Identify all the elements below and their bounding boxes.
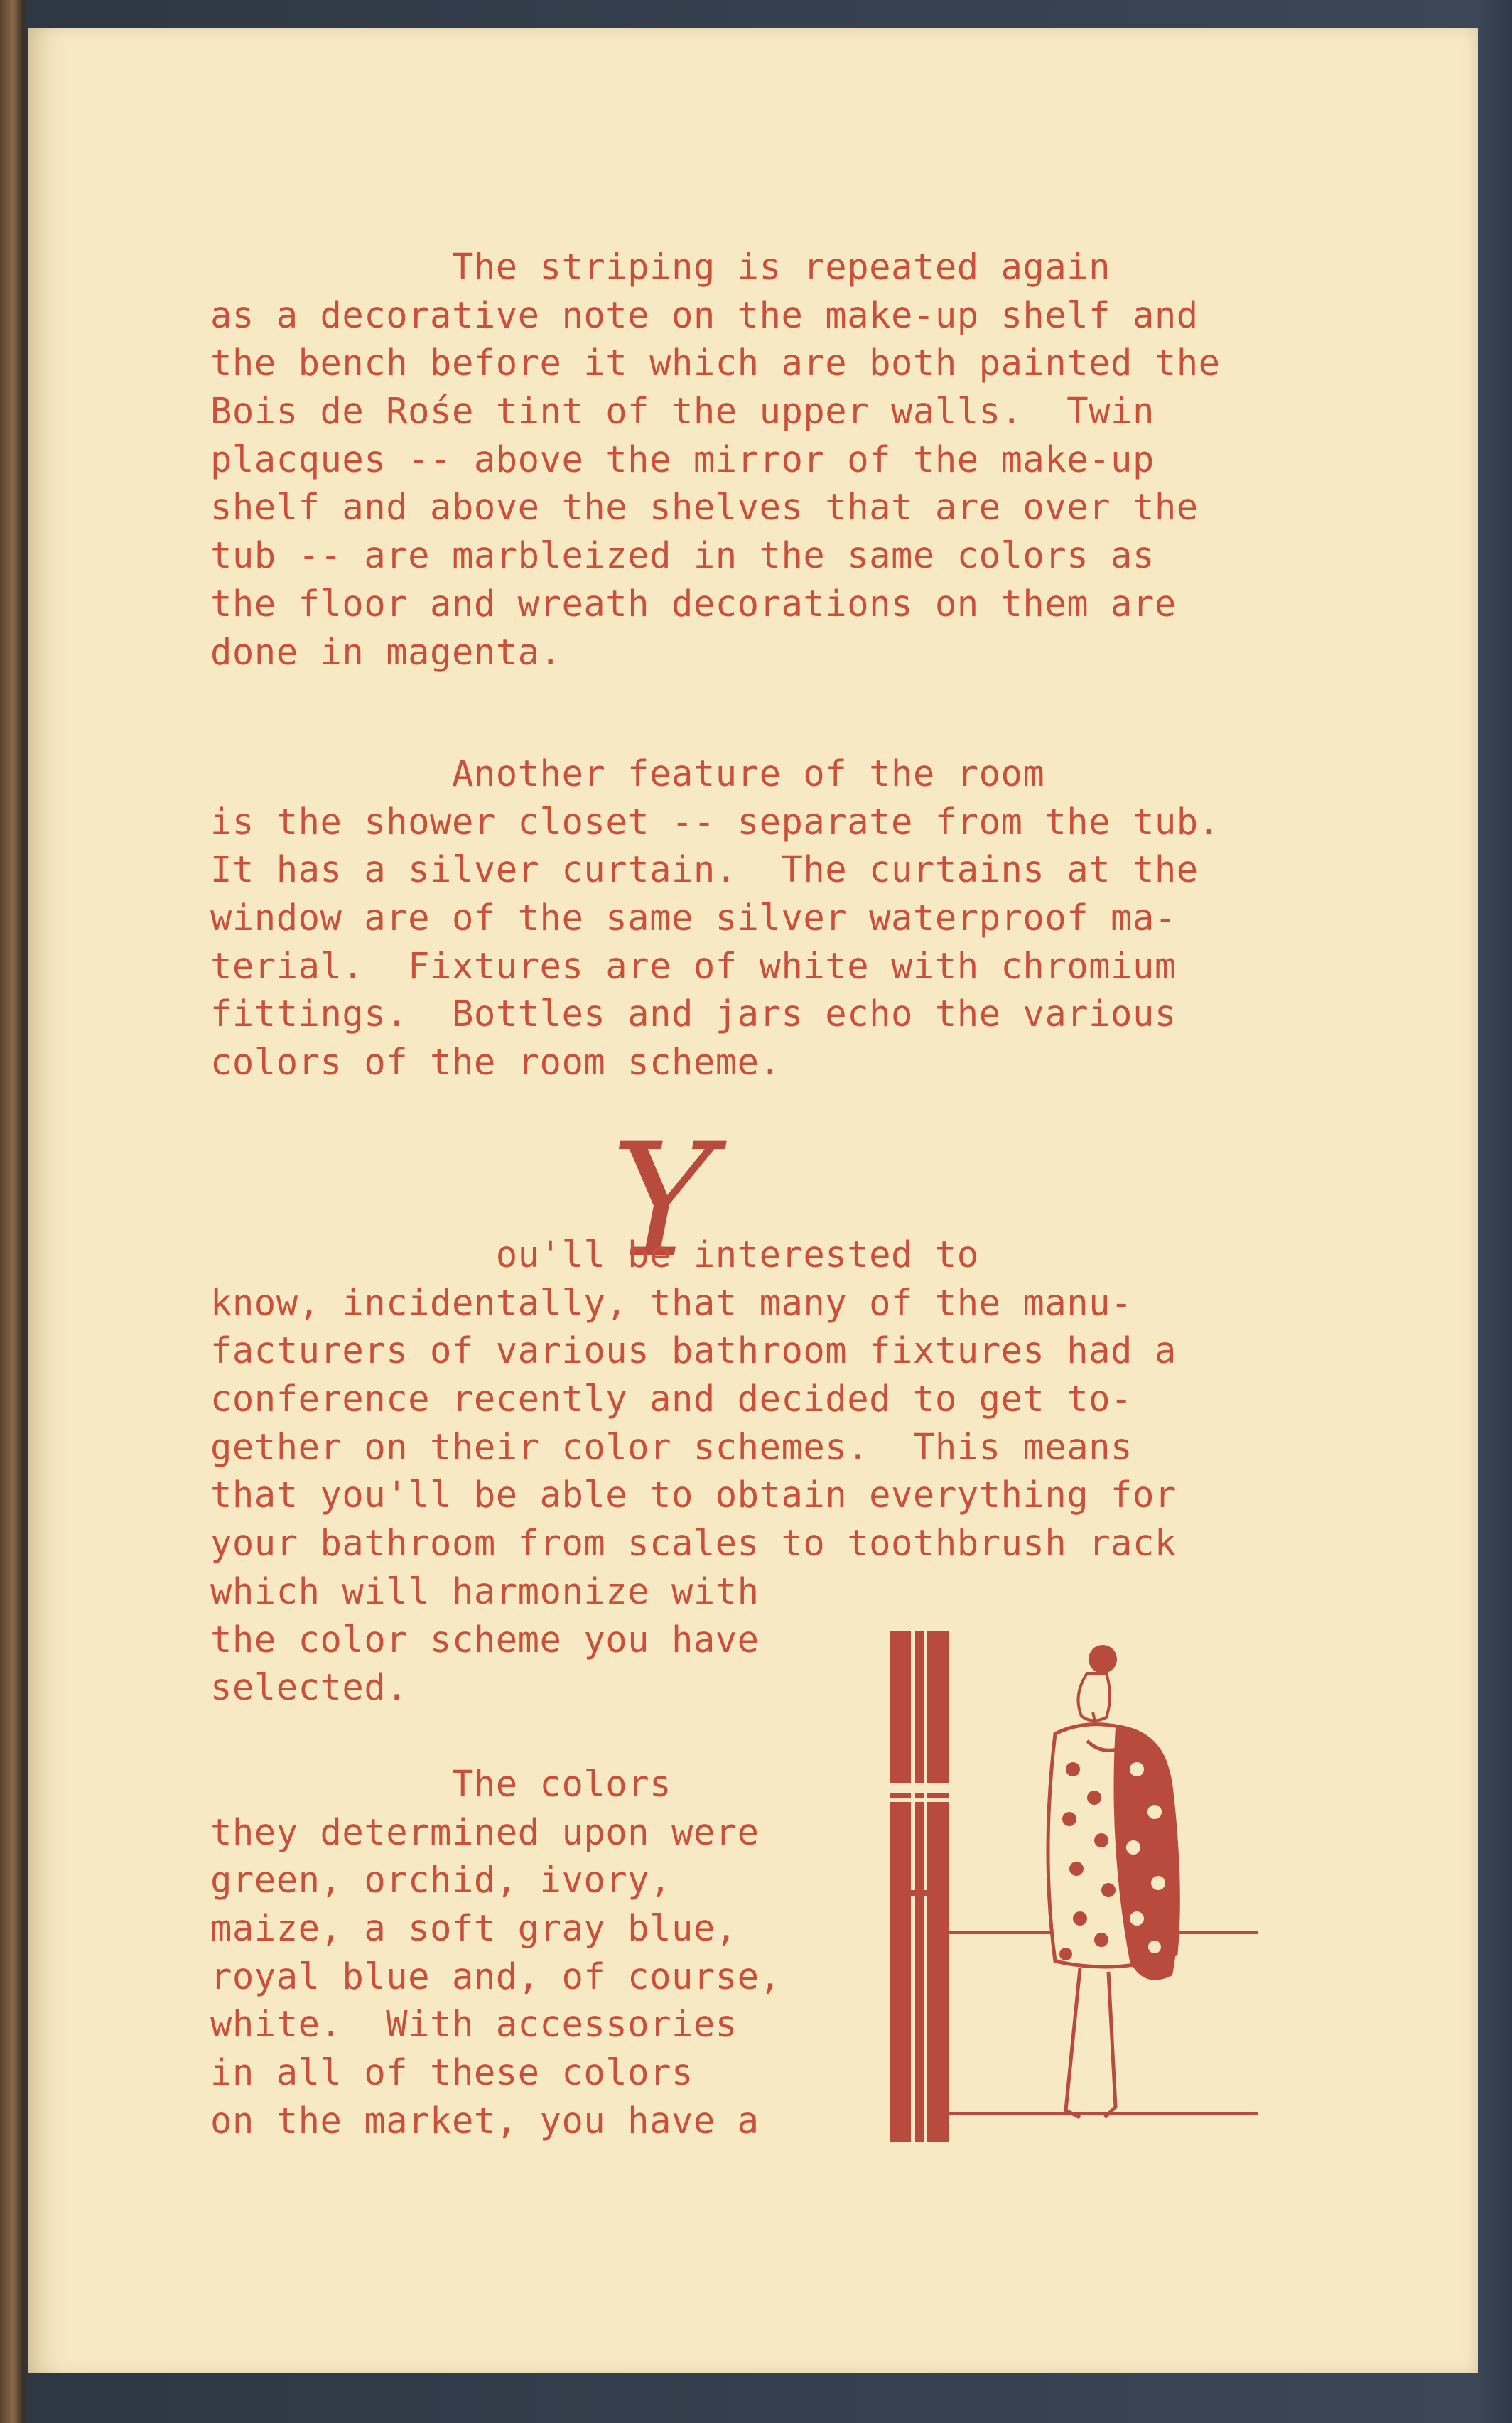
text-line: the bench before it which are both painted the [210,342,1221,384]
woman-with-polka-dot-towel-illustration [874,1606,1272,2146]
paragraph-colors [210,1760,782,2145]
text-line: tub -- are marbleized in the same colors as [210,534,1155,577]
text-line: shelf and above the shelves that are over the [210,486,1199,529]
book-page [28,28,1478,2373]
text-line: conference recently and decided to get to- [210,1378,1133,1420]
text-line: as a decorative note on the make-up shelf and [210,293,1199,336]
text-line: the floor and wreath decorations on them are [210,582,1177,625]
text-line: the color scheme you have [210,1618,760,1661]
text-line: The striping is repeated again [210,246,1111,288]
text-line: ou'll be interested to [210,1234,979,1275]
text-line: gether on their color schemes. This means [210,1425,1133,1468]
text-line: in all of these colors [210,2051,693,2094]
text-line: fittings. Bottles and jars echo the various [210,993,1177,1035]
paragraph-striping [210,243,1221,676]
text-line: selected. [210,1666,409,1709]
text-line: Bois de Rośe tint of the upper walls. Twin [210,390,1155,433]
text-line: green, orchid, ivory, [210,1859,671,1901]
text-line: done in magenta. [210,630,562,673]
text-line: is the shower closet -- separate from the tub. [210,800,1221,843]
text-line: on the market, you have a [210,2099,760,2142]
text-line: terial. Fixtures are of white with chromium [210,944,1177,987]
text-line: royal blue and, of course, [210,1955,782,1997]
text-line: white. With accessories [210,2003,738,2046]
text-line: window are of the same silver waterproof ma- [210,897,1177,939]
text-line: colors of the room scheme. [210,1041,782,1084]
text-line: which will harmonize with [210,1570,760,1612]
text-line: Another feature of the room [210,752,1045,794]
text-line: The colors [210,1763,671,1805]
text-line: your bathroom from scales to toothbrush rack [210,1522,1177,1565]
text-line: maize, a soft gray blue, [210,1907,738,1950]
text-line: that you'll be able to obtain everything for [210,1474,1177,1516]
paragraph-feature [210,750,1221,1086]
text-line: placques -- above the mirror of the make-up [210,438,1155,480]
text-line: know, incidentally, that many of the manu- [210,1281,1133,1324]
drop-cap: Y [611,1110,715,1292]
text-line: they determined upon were [210,1810,760,1853]
text-line: facturers of various bathroom fixtures had a [210,1329,1177,1372]
text-line: It has a silver curtain. The curtains at the [210,848,1199,891]
